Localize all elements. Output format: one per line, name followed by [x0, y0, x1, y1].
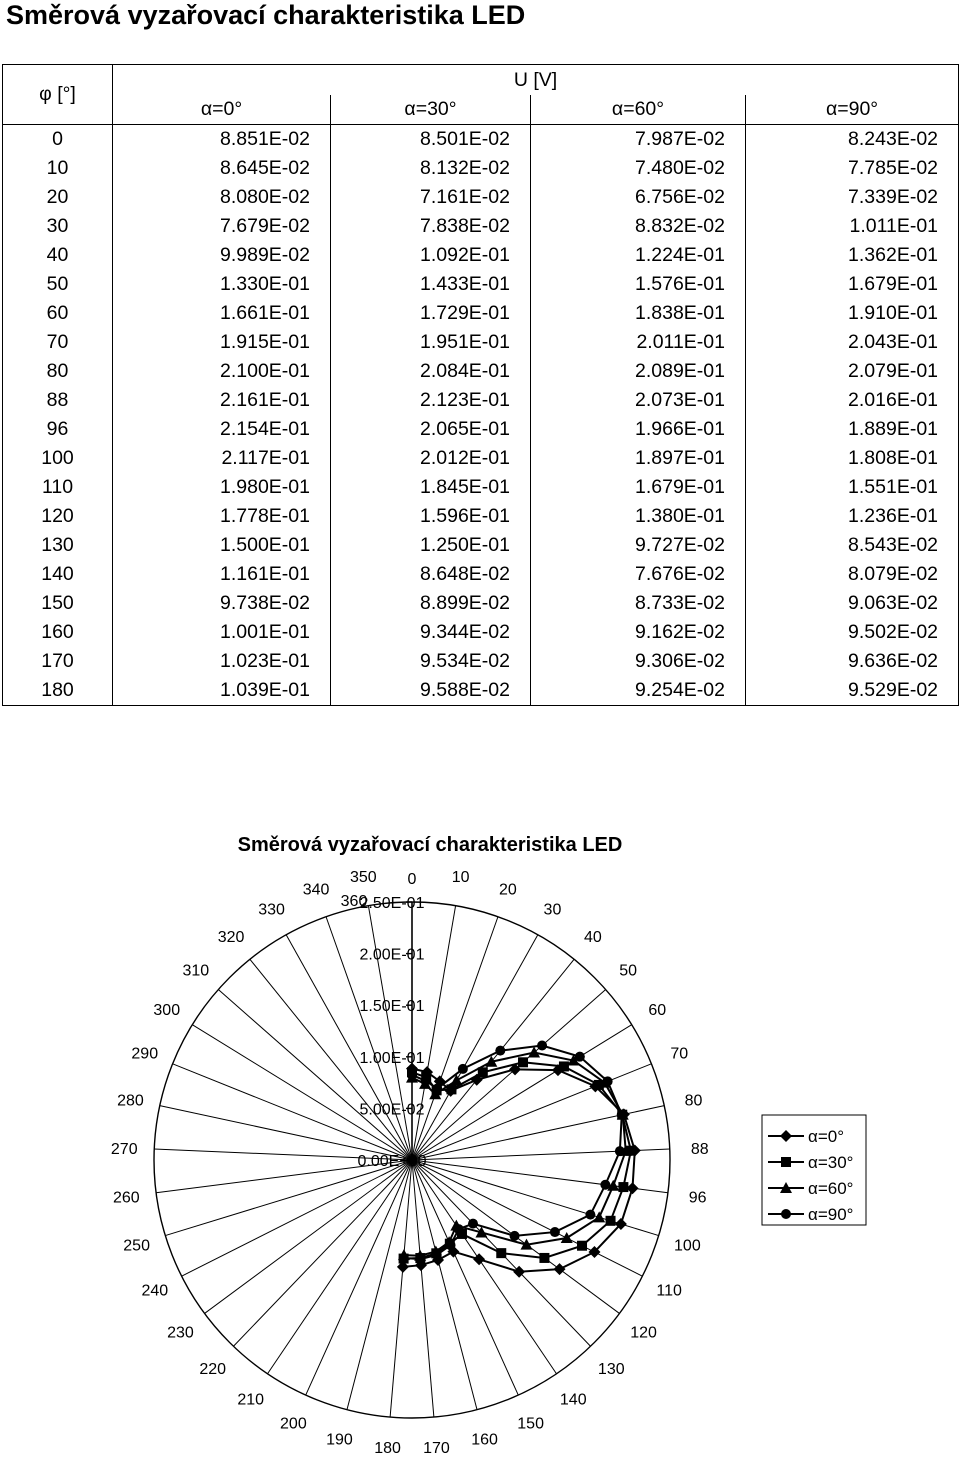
- polar-spoke: [268, 1160, 412, 1374]
- angular-label: 210: [237, 1391, 265, 1409]
- value-cell: 8.733E-02: [531, 589, 746, 618]
- square-marker: [618, 1182, 628, 1192]
- polar-spoke: [412, 1160, 434, 1417]
- table-body: [3, 125, 959, 706]
- angle-cell: 80: [3, 357, 113, 386]
- value-cell: 1.039E-01: [113, 676, 331, 706]
- angular-label: 280: [117, 1092, 144, 1110]
- angular-label: 310: [182, 962, 210, 980]
- phi-header: φ [°]: [3, 65, 113, 125]
- value-cell: 8.132E-02: [331, 154, 531, 183]
- table-row: [3, 241, 959, 270]
- radial-tick-label: 1.50E-01: [359, 998, 425, 1016]
- angle-cell: 0: [3, 125, 113, 155]
- value-cell: 9.534E-02: [331, 647, 531, 676]
- angular-label: 120: [630, 1324, 657, 1342]
- circle-marker: [458, 1064, 468, 1074]
- angular-label: 60: [648, 1001, 667, 1019]
- angle-cell: 170: [3, 647, 113, 676]
- polar-spoke: [412, 1064, 651, 1160]
- diamond-marker: [554, 1263, 566, 1275]
- value-cell: 1.910E-01: [746, 299, 959, 328]
- legend-label: α=90°: [808, 1205, 854, 1224]
- angular-label: 190: [326, 1431, 353, 1449]
- angle-cell: 150: [3, 589, 113, 618]
- table-row: [3, 531, 959, 560]
- data-table: [2, 64, 959, 706]
- angular-label: 200: [280, 1415, 307, 1433]
- angular-label: 20: [499, 881, 517, 899]
- legend-label: α=0°: [808, 1127, 845, 1146]
- value-cell: 9.162E-02: [531, 618, 746, 647]
- value-cell: 1.001E-01: [113, 618, 331, 647]
- circle-marker: [432, 1084, 442, 1094]
- value-cell: 7.679E-02: [113, 212, 331, 241]
- diamond-marker: [473, 1253, 485, 1265]
- value-cell: 1.897E-01: [531, 444, 746, 473]
- square-marker: [606, 1216, 616, 1226]
- value-cell: 8.648E-02: [331, 560, 531, 589]
- square-marker: [577, 1241, 587, 1251]
- angular-label: 50: [619, 962, 638, 980]
- circle-marker: [585, 1210, 595, 1220]
- value-cell: 1.915E-01: [113, 328, 331, 357]
- value-cell: 1.330E-01: [113, 270, 331, 299]
- value-cell: 1.980E-01: [113, 473, 331, 502]
- angular-label: 320: [217, 928, 245, 946]
- polar-spoke: [306, 1160, 412, 1395]
- value-cell: 1.778E-01: [113, 502, 331, 531]
- angle-cell: 110: [3, 473, 113, 502]
- table-row: [3, 212, 959, 241]
- value-cell: 9.502E-02: [746, 618, 959, 647]
- angular-label: 170: [423, 1439, 450, 1457]
- polar-spoke: [347, 1160, 412, 1410]
- angular-label: 240: [141, 1282, 169, 1300]
- polar-spoke: [165, 1160, 412, 1236]
- angular-label: 88: [690, 1140, 709, 1158]
- value-cell: 1.433E-01: [331, 270, 531, 299]
- value-cell: 1.500E-01: [113, 531, 331, 560]
- value-cell: 7.838E-02: [331, 212, 531, 241]
- table-row: [3, 473, 959, 502]
- circle-marker: [603, 1076, 613, 1086]
- value-cell: 1.679E-01: [746, 270, 959, 299]
- value-cell: 1.362E-01: [746, 241, 959, 270]
- value-cell: 8.851E-02: [113, 125, 331, 155]
- value-cell: 8.501E-02: [331, 125, 531, 155]
- angle-cell: 88: [3, 386, 113, 415]
- value-cell: 6.756E-02: [531, 183, 746, 212]
- table-row: [3, 386, 959, 415]
- angle-cell: 50: [3, 270, 113, 299]
- angular-label: 180: [374, 1439, 401, 1457]
- value-cell: 9.344E-02: [331, 618, 531, 647]
- value-cell: 1.596E-01: [331, 502, 531, 531]
- value-cell: 2.011E-01: [531, 328, 746, 357]
- polar-spoke: [192, 1025, 412, 1160]
- value-cell: 2.154E-01: [113, 415, 331, 444]
- series-triangle: [398, 1047, 632, 1261]
- polar-spoke: [412, 990, 606, 1160]
- angular-label: 230: [167, 1324, 194, 1342]
- value-cell: 1.808E-01: [746, 444, 959, 473]
- circle-marker: [495, 1046, 505, 1056]
- polar-spoke: [412, 917, 498, 1160]
- legend: [762, 1115, 866, 1225]
- angular-label: 80: [684, 1092, 703, 1110]
- value-cell: 1.250E-01: [331, 531, 531, 560]
- value-cell: 7.987E-02: [531, 125, 746, 155]
- value-cell: 2.079E-01: [746, 357, 959, 386]
- value-cell: 1.380E-01: [531, 502, 746, 531]
- legend-label: α=30°: [808, 1153, 854, 1172]
- value-cell: 2.073E-01: [531, 386, 746, 415]
- table-row: [3, 502, 959, 531]
- square-marker: [539, 1253, 549, 1263]
- angular-label: 110: [656, 1282, 682, 1300]
- angular-label: 350: [349, 869, 377, 887]
- square-marker: [496, 1248, 506, 1258]
- table-row: [3, 647, 959, 676]
- value-cell: 1.661E-01: [113, 299, 331, 328]
- value-cell: 8.079E-02: [746, 560, 959, 589]
- value-cell: 8.832E-02: [531, 212, 746, 241]
- angular-label: 340: [302, 881, 330, 899]
- legend-label: α=60°: [808, 1179, 854, 1198]
- value-cell: 1.845E-01: [331, 473, 531, 502]
- value-cell: 1.161E-01: [113, 560, 331, 589]
- circle-marker: [550, 1227, 560, 1237]
- value-cell: 8.543E-02: [746, 531, 959, 560]
- value-cell: 1.011E-01: [746, 212, 959, 241]
- angular-label: 270: [110, 1140, 138, 1158]
- value-cell: 2.016E-01: [746, 386, 959, 415]
- table-row: [3, 444, 959, 473]
- radial-tick-label: 5.00E-02: [359, 1101, 425, 1119]
- table-row: [3, 357, 959, 386]
- square-marker: [559, 1061, 569, 1071]
- circle-marker: [617, 1110, 627, 1120]
- value-cell: 2.084E-01: [331, 357, 531, 386]
- table-row: [3, 415, 959, 444]
- angle-cell: 30: [3, 212, 113, 241]
- table-row: [3, 560, 959, 589]
- radial-tick-label: 0.00E+00: [357, 1153, 427, 1170]
- circle-marker: [781, 1209, 791, 1219]
- angle-cell: 60: [3, 299, 113, 328]
- series-header: α=0°: [113, 95, 331, 125]
- value-cell: 1.838E-01: [531, 299, 746, 328]
- axis-labels: [111, 869, 709, 1457]
- angle-cell: 20: [3, 183, 113, 212]
- value-cell: 2.161E-01: [113, 386, 331, 415]
- angular-label: 150: [517, 1415, 544, 1433]
- value-cell: 9.727E-02: [531, 531, 746, 560]
- table-row: [3, 589, 959, 618]
- circle-marker: [510, 1231, 520, 1241]
- value-cell: 2.065E-01: [331, 415, 531, 444]
- value-cell: 9.306E-02: [531, 647, 746, 676]
- angular-label: 330: [258, 901, 285, 919]
- angular-label: 96: [688, 1189, 707, 1207]
- value-cell: 9.588E-02: [331, 676, 531, 706]
- chart-title: Směrová vyzařovací charakteristika LED: [237, 834, 623, 856]
- radial-tick-label: 1.00E-01: [359, 1049, 425, 1067]
- circle-marker: [575, 1052, 585, 1062]
- table-row: [3, 125, 959, 155]
- polar-spoke: [233, 1160, 412, 1346]
- value-cell: 7.676E-02: [531, 560, 746, 589]
- value-cell: 8.645E-02: [113, 154, 331, 183]
- value-cell: 7.480E-02: [531, 154, 746, 183]
- polar-spoke: [182, 1160, 412, 1276]
- value-cell: 2.089E-01: [531, 357, 746, 386]
- angular-label: 30: [543, 901, 562, 919]
- circle-marker: [415, 1254, 425, 1264]
- table-row: [3, 154, 959, 183]
- angle-cell: 180: [3, 676, 113, 706]
- value-cell: 9.063E-02: [746, 589, 959, 618]
- value-cell: 1.236E-01: [746, 502, 959, 531]
- value-cell: 1.889E-01: [746, 415, 959, 444]
- value-cell: 2.043E-01: [746, 328, 959, 357]
- angle-cell: 140: [3, 560, 113, 589]
- angular-label: 250: [123, 1237, 150, 1255]
- circle-marker: [600, 1180, 610, 1190]
- polar-spoke: [390, 1160, 412, 1417]
- radial-tick-label: 2.00E-01: [359, 946, 425, 964]
- angular-label: 70: [670, 1045, 689, 1063]
- series-header: α=90°: [746, 95, 959, 125]
- polar-spoke: [412, 1160, 518, 1395]
- angular-label: 10: [451, 869, 470, 887]
- circle-marker: [615, 1146, 625, 1156]
- voltage-header: U [V]: [113, 65, 959, 96]
- angular-label: 160: [471, 1431, 498, 1449]
- value-cell: 7.161E-02: [331, 183, 531, 212]
- angular-label: 300: [153, 1001, 181, 1019]
- series-header: α=30°: [331, 95, 531, 125]
- circle-marker: [454, 1224, 464, 1234]
- angle-cell: 10: [3, 154, 113, 183]
- angle-cell: 40: [3, 241, 113, 270]
- square-marker: [518, 1057, 528, 1067]
- polar-spoke: [412, 1160, 556, 1374]
- value-cell: 1.092E-01: [331, 241, 531, 270]
- value-cell: 9.254E-02: [531, 676, 746, 706]
- circle-marker: [432, 1250, 442, 1260]
- angular-label: 140: [559, 1391, 587, 1409]
- table-row: [3, 676, 959, 706]
- value-cell: 1.951E-01: [331, 328, 531, 357]
- value-cell: 7.339E-02: [746, 183, 959, 212]
- angle-cell: 96: [3, 415, 113, 444]
- value-cell: 1.679E-01: [531, 473, 746, 502]
- value-cell: 1.023E-01: [113, 647, 331, 676]
- square-marker: [781, 1157, 791, 1167]
- page-title: Směrová vyzařovací charakteristika LED: [6, 0, 526, 30]
- value-cell: 1.966E-01: [531, 415, 746, 444]
- value-cell: 9.738E-02: [113, 589, 331, 618]
- angle-cell: 100: [3, 444, 113, 473]
- polar-chart: [0, 820, 960, 1462]
- value-cell: 9.529E-02: [746, 676, 959, 706]
- polar-spoke: [412, 1025, 632, 1160]
- circle-marker: [421, 1076, 431, 1086]
- table-row: [3, 618, 959, 647]
- polar-spoke: [412, 1160, 477, 1410]
- value-cell: 8.899E-02: [331, 589, 531, 618]
- value-cell: 2.117E-01: [113, 444, 331, 473]
- angle-cell: 120: [3, 502, 113, 531]
- angular-label: 260: [112, 1189, 140, 1207]
- angular-label: 130: [597, 1360, 625, 1378]
- table-row: [3, 183, 959, 212]
- table-row: [3, 299, 959, 328]
- value-cell: 2.012E-01: [331, 444, 531, 473]
- angle-cell: 160: [3, 618, 113, 647]
- table-row: [3, 328, 959, 357]
- angular-label: 0: [407, 871, 417, 888]
- angular-label: 100: [674, 1237, 701, 1255]
- angular-label: 40: [584, 928, 602, 946]
- table-row: [3, 270, 959, 299]
- value-cell: 1.576E-01: [531, 270, 746, 299]
- value-cell: 1.224E-01: [531, 241, 746, 270]
- value-cell: 2.100E-01: [113, 357, 331, 386]
- value-cell: 2.123E-01: [331, 386, 531, 415]
- value-cell: 8.243E-02: [746, 125, 959, 155]
- value-cell: 8.080E-02: [113, 183, 331, 212]
- series-header: α=60°: [531, 95, 746, 125]
- value-cell: 9.636E-02: [746, 647, 959, 676]
- radial-tick-label: 2.50E-01: [359, 895, 425, 912]
- value-cell: 1.551E-01: [746, 473, 959, 502]
- circle-marker: [446, 1240, 456, 1250]
- circle-marker: [407, 1070, 417, 1080]
- circle-marker: [399, 1253, 409, 1263]
- value-cell: 7.785E-02: [746, 154, 959, 183]
- angular-label: 220: [199, 1360, 227, 1378]
- circle-marker: [537, 1041, 547, 1051]
- circle-marker: [468, 1219, 478, 1229]
- angle-cell: 70: [3, 328, 113, 357]
- angle-cell: 130: [3, 531, 113, 560]
- value-cell: 9.989E-02: [113, 241, 331, 270]
- value-cell: 1.729E-01: [331, 299, 531, 328]
- triangle-marker: [561, 1232, 573, 1243]
- angular-label: 290: [131, 1045, 159, 1063]
- angular-label: 360: [340, 893, 368, 910]
